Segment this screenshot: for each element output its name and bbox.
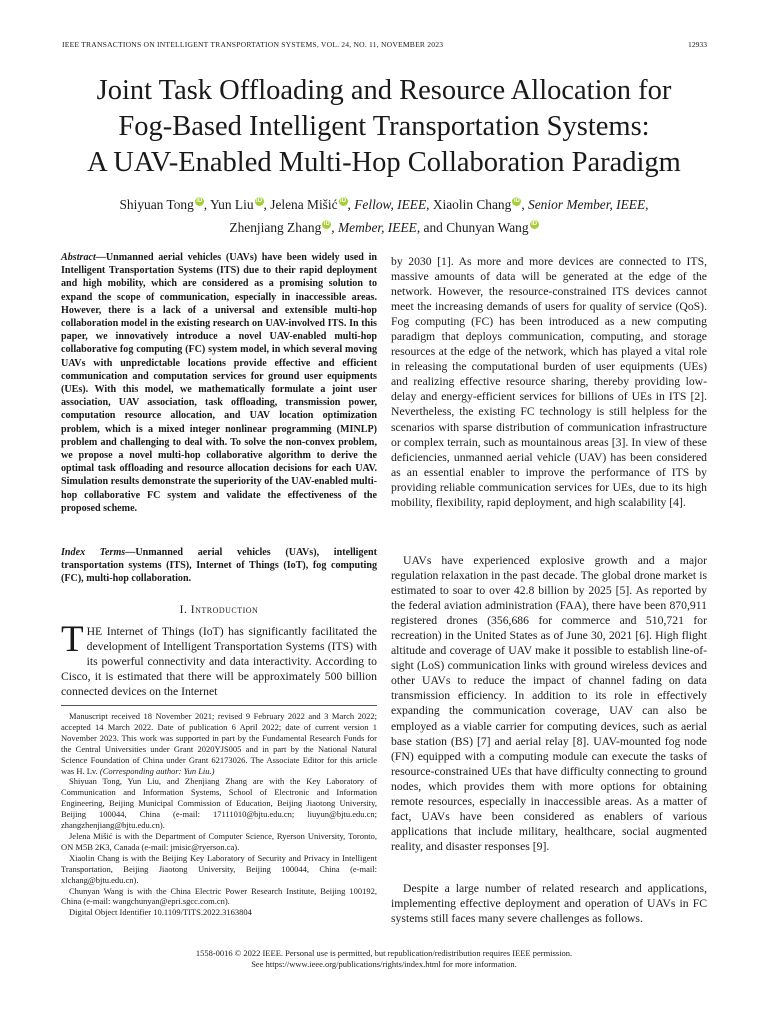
journal-header: IEEE TRANSACTIONS ON INTELLIGENT TRANSPORTATION SYSTEMS, VOL. 24, NO. 11, NOVEMBER 2023: [62, 40, 444, 49]
section-title: Introduction: [190, 604, 259, 616]
author-name: Chunyan Wang: [446, 220, 529, 235]
orcid-icon[interactable]: iD: [196, 198, 203, 204]
orcid-icon[interactable]: iD: [340, 198, 347, 204]
footnote-manuscript: [61, 711, 377, 776]
footnote-affiliation: Shiyuan Tong, Yun Liu, and Zhenjiang Zhang are with the Key Laboratory of Communication and Information Systems, School of Electronic and Information Engineering, Beijing Municipal Commission of Education, Beijing Jiaotong University, Beijing 100044, China (e-mail: 17111010@bjtu.edu.cn; liuyun@bjtu.edu.cn; zhangzhenjiang@bjtu.edu.cn).: [61, 776, 377, 831]
footnotes: [61, 711, 377, 918]
abstract-label: Abstract: [61, 252, 96, 263]
page-number: 12933: [688, 40, 707, 49]
index-terms-label: Index Terms: [61, 547, 126, 558]
footnote-divider: [61, 705, 377, 706]
paper-title: [40, 73, 728, 181]
abstract: Abstract—Unmanned aerial vehicles (UAVs) have been widely used in Intelligent Transportation Systems (ITS) due to their rapid deployment and high mobility, which are considered as a promising solution to expand the scope of communication, especially in inaccessible areas. However, there is a lack of a universal and extensible multi-hop collaboration model in the existing research on UAV-involved ITS. In this paper, we innovatively introduce a novel UAV-enabled multi-hop collaborative fog computing (FC) system model, in which several moving UAVs with unpredictable locations provide effective and efficient communication and computation services for ground user equipments (UEs). With this model, we mathematically formulate a joint user association, UAV association, task offloading, transmission power, computation resource allocation, and UAV location optimization problem, which is a mixed integer nonlinear programming (MINLP) problem and challenging to deal with. To solve the non-convex problem, we propose a novel multi-hop collaborative algorithm to derive the optimal task offloading and resource allocation decisions for each UAV. Simulation results demonstrate the superiority of the UAV-enabled multi-hop collaborative FC system and validate the effectiveness of the proposed scheme.: [61, 252, 377, 514]
title-line-2: Fog-Based Intelligent Transportation Systems:: [118, 111, 650, 142]
author-name: Shiyuan Tong: [119, 197, 194, 212]
doi[interactable]: Digital Object Identifier 10.1109/TITS.2022.3163804: [69, 907, 252, 918]
author-role: Fellow, IEEE: [354, 197, 427, 212]
footnote-affiliation: Chunyan Wang is with the China Electric Power Research Institute, Beijing 100192, China (e-mail: wangchunyan@epri.sgcc.com.cn).: [61, 885, 377, 907]
author-line-2: Zhenjiang Zhang iD , Member, IEEE, and Chunyan Wang iD: [229, 220, 538, 235]
footnote-affiliation: Xiaolin Chang is with the Beijing Key Laboratory of Security and Privacy in Intelligent Transportation, Beijing Jiaotong University, Beijing 100044, China (e-mail: xlchang@bjtu.edu.cn).: [61, 852, 377, 885]
author-role: Senior Member, IEEE: [528, 197, 646, 212]
orcid-icon[interactable]: iD: [323, 221, 330, 227]
intro-text: HE Internet of Things (IoT) has significantly facilitated the development of Intelligent Transportation Systems (ITS) with its powerful connectivity and data interactivity. According to Cisco, it is estimated that there will be approximately 500 billion connected devices on the Internet: [61, 625, 377, 699]
section-number: I.: [179, 604, 188, 616]
author-name: Zhenjiang Zhang: [229, 220, 322, 235]
title-line-1: Joint Task Offloading and Resource Allocation for: [96, 75, 672, 106]
corresponding-author: (Corresponding author: Yun Liu.): [99, 765, 215, 776]
footnote-text: Manuscript received 18 November 2021; revised 9 February 2022 and 3 March 2022; accepted 14 March 2022. Date of publication 6 April 2022; date of current version 1 November 2023. This work was supported in part by the Fundamental Research Funds for the Central Universities under Grant 2020YJS005 and in part by the National Natural Science Foundation of China under Grant 62173026. The Associate Editor for this article was H. Lv.: [61, 711, 377, 776]
intro-paragraph: [61, 619, 377, 699]
title-line-3: A UAV-Enabled Multi-Hop Collaboration Paradigm: [87, 147, 681, 178]
author-line-1: Shiyuan Tong iD , Yun Liu iD , Jelena Mišić iD , Fellow, IEEE, Xiaolin Chang iD , Senior Member, IEEE,: [119, 197, 649, 212]
section-heading: [61, 604, 377, 616]
body-paragraph: Despite a large number of related research and applications, implementing effective deployment and operation of UAVs in FC systems still faces many severe challenges as follows.: [391, 882, 707, 926]
author-list: [60, 193, 708, 239]
body-paragraph: by 2030 [1]. As more and more devices are connected to ITS, massive amounts of data will be generated at the edge of the network. However, the resource-constrained ITS devices cannot meet the increasing demands of users for quality of service (QoS). Fog computing (FC) has been introduced as a new computing paradigm that deploys communication, computing, and storage resources at the edge of the network, which has played a vital role in releasing the computational burden of user equipments (UEs) and realizing effective resource sharing, thereby providing low-delay and energy-efficient services for billions of UEs in ITS [2]. Nevertheless, the existing FC technology is still helpless for the scenarios with sparse distribution of communication infrastructure or complex terrain, such as mountainous areas [3]. In view of these deficiencies, unmanned aerial vehicle (UAV) has been considered as an essential enabler to improve the performance of ITS by providing reliable communication services for UEs, due to its high mobility, flexibility, rapid deployment, and high scalability [4].: [391, 255, 707, 509]
drop-cap: T: [61, 619, 84, 660]
author-name: Yun Liu: [210, 197, 254, 212]
copyright-line: 1558-0016 © 2022 IEEE. Personal use is permitted, but republication/redistribution requires IEEE permission.: [195, 948, 573, 958]
orcid-icon[interactable]: iD: [513, 198, 520, 204]
abstract-text: Unmanned aerial vehicles (UAVs) have been widely used in Intelligent Transportation Systems (ITS) due to their rapid deployment and high mobility, which are considered as a promising solution to expand the scope of communication, especially in inaccessible areas. However, there is a lack of a universal and extensible multi-hop collaboration model in the existing research on UAV-involved ITS. In this paper, we innovatively introduce a novel UAV-enabled multi-hop collaborative fog computing (FC) system model, in which several moving UAVs with unpredictable locations provide effective and efficient communication and computation services for ground user equipments (UEs). With this model, we mathematically formulate a joint user association, UAV association, task offloading, transmission power, computation resource allocation, and UAV location optimization problem, which is a mixed integer nonlinear programming (MINLP) problem and challenging to deal with. To solve the non-convex problem, we propose a novel multi-hop collaborative algorithm to derive the optimal task offloading and resource allocation decisions for each UAV. Simulation results demonstrate the superiority of the UAV-enabled multi-hop collaborative FC system and validate the effectiveness of the proposed scheme.: [61, 252, 377, 514]
footnote-affiliation: Jelena Mišić is with the Department of Computer Science, Ryerson University, Toronto, ON M5B 2K3, Canada (e-mail: jmisic@ryerson.ca).: [61, 830, 377, 852]
index-terms-text: Unmanned aerial vehicles (UAVs), intelligent transportation systems (ITS), Internet of Things (IoT), fog computing (FC), multi-hop collaboration.: [61, 547, 377, 585]
author-conjunction: and: [423, 220, 443, 235]
author-name: Jelena Mišić: [270, 197, 338, 212]
body-paragraph: UAVs have experienced explosive growth and a major regulation relaxation in the past decade. The global drone market is estimated to soar to over 42.8 billion by 2025 [5]. As reported by the federal aviation administration (FAA), there have been 870,911 registered drones (356,686 for commerce and 510,721 for recreation) in the United States as of June 30, 2021 [6]. High flight altitude and coverage of UAV make it possible to establish line-of-sight (LoS) communication links with ground wireless devices and other UAVs to reduce the impact of channel fading on data transmission efficiency. In addition to its role in effectively expanding the communication coverage, UAV can also be employed as a viable carrier for computing devices, such as aerial base station (BS) [7] and aerial relay [8]. UAV-mounted fog node (FN) equipped with a computing module can execute the tasks of resource-constrained UEs that have difficulty connecting to ground nodes, which provides them with more options for obtaining remote resources, especially in inaccessible areas. As a matter of fact, UAVs have been considered as enablers of various applications that include military, healthcare, social augmented reality, and disaster responses [9].: [391, 554, 707, 853]
copyright-footer: [0, 948, 768, 970]
rights-link-line[interactable]: See https://www.ieee.org/publications/rights/index.html for more information.: [251, 959, 517, 969]
author-name: Xiaolin Chang: [432, 197, 512, 212]
index-terms: Index Terms—Unmanned aerial vehicles (UAVs), intelligent transportation systems (ITS), Internet of Things (IoT), fog computing (FC), multi-hop collaboration.: [61, 547, 377, 585]
author-role: Member, IEEE: [337, 220, 417, 235]
orcid-icon[interactable]: iD: [531, 221, 538, 227]
orcid-icon[interactable]: iD: [256, 198, 263, 204]
